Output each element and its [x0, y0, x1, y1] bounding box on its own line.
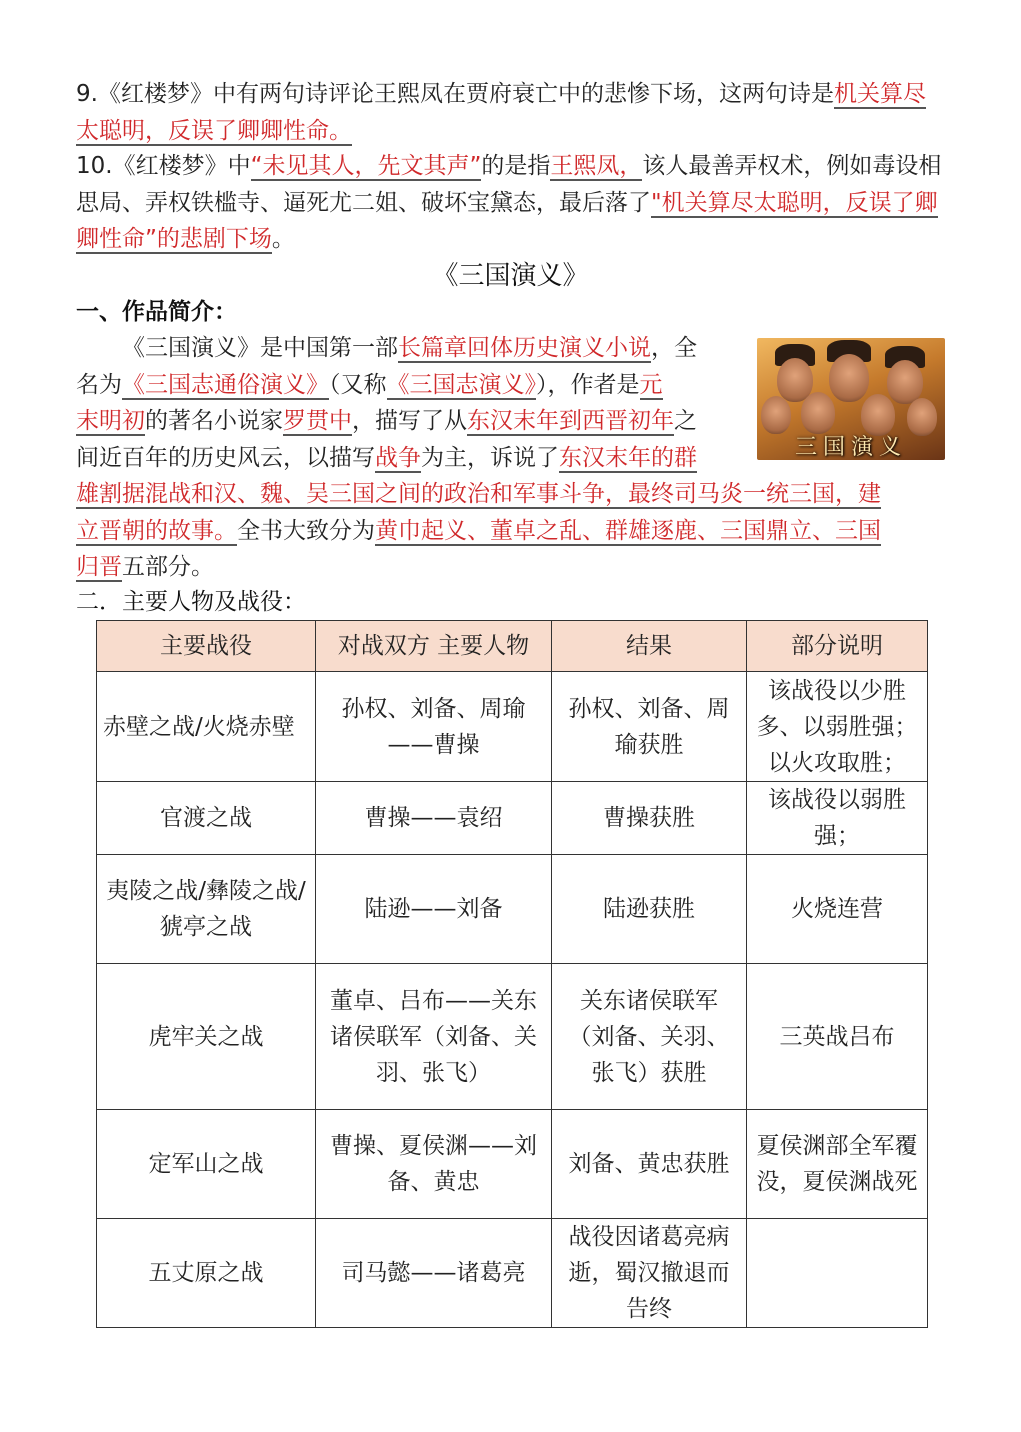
intro-highlight: 末明初 — [76, 408, 145, 434]
intro-text: 名为 — [76, 371, 122, 398]
question-10-answer-1: “未见其人，先文其声” — [250, 153, 482, 179]
table-row — [97, 782, 928, 855]
intro-highlight: 《三国志通俗演义》 — [122, 371, 329, 398]
intro-highlight: 归晋 — [76, 554, 122, 580]
cell-result: 陆逊获胜 — [552, 855, 747, 964]
question-10-text-3: 该人最善弄权术，例如毒设相思局、弄权铁槛寺、逼死尤二姐、破坏宝黛态，最后落了 — [76, 153, 942, 216]
romance-poster-image — [757, 338, 945, 460]
cell-battle: 官渡之战 — [97, 782, 316, 855]
intro-text: ，全 — [651, 335, 697, 361]
header-battle: 主要战役 — [97, 621, 316, 672]
heading-intro: 一、作品简介： — [76, 299, 237, 325]
poster-figure — [829, 354, 869, 402]
table-header-row — [97, 621, 928, 672]
intro-text: 间近百年的历史风云，以描写 — [76, 444, 375, 471]
intro-highlight: 罗贯中 — [283, 408, 352, 434]
cell-sides: 曹操——袁绍 — [316, 782, 552, 855]
header-result: 结果 — [552, 621, 747, 672]
question-10-text-2: 的是指 — [481, 153, 551, 179]
poster-figure — [861, 394, 895, 436]
intro-line-5 — [76, 476, 948, 513]
intro-line-7 — [76, 549, 948, 586]
poster-figure — [761, 396, 791, 434]
intro-text: 五部分。 — [122, 554, 214, 580]
intro-text: 的著名小说家 — [145, 408, 283, 434]
intro-highlight: 东汉末年到西晋初年 — [467, 408, 674, 434]
table-row — [97, 855, 928, 964]
poster-figure — [907, 398, 937, 436]
header-notes: 部分说明 — [747, 621, 928, 672]
intro-highlight: 《三国志演义》 — [386, 371, 536, 398]
intro-highlight: 战争 — [375, 444, 421, 471]
cell-sides: 陆逊——刘备 — [316, 855, 552, 964]
table-row — [97, 1110, 928, 1219]
poster-caption: 三国演义 — [794, 435, 907, 460]
heading-characters-battles: 二．主要人物及战役： — [76, 589, 306, 615]
cell-result: 曹操获胜 — [552, 782, 747, 855]
question-10-answer-3: "机关算尽太聪明，反误了卿卿性命” — [76, 189, 938, 252]
intro-text: 为主，诉说了 — [421, 444, 559, 471]
cell-notes: 三英战吕布 — [747, 964, 928, 1110]
cell-result: 孙权、刘备、周瑜获胜 — [552, 672, 747, 782]
question-9-answer: 机关算尽太聪明，反误了卿卿性命。 — [76, 81, 926, 144]
cell-battle: 虎牢关之战 — [97, 964, 316, 1110]
poster-figure — [887, 360, 923, 404]
question-9 — [76, 76, 948, 149]
intro-text: ，描写了从 — [352, 408, 467, 434]
intro-highlight: 黄巾起义、董卓之乱、群雄逐鹿、三国鼎立、三国 — [375, 517, 881, 544]
question-10-text-5: 。 — [271, 226, 295, 252]
table-row — [97, 964, 928, 1110]
question-9-text: 9.《红楼梦》中有两句诗评论王熙凤在贾府衰亡中的悲惨下场，这两句诗是 — [76, 81, 834, 107]
intro-text: 全书大致分为 — [237, 517, 375, 544]
table-row — [97, 1219, 928, 1328]
cell-battle: 夷陵之战/彝陵之战/猇亭之战 — [97, 855, 316, 964]
intro-highlight: 长篇章回体历史演义小说 — [398, 335, 651, 361]
cell-notes — [747, 1219, 928, 1328]
intro-text: （又称 — [329, 371, 387, 398]
cell-notes: 夏侯渊部全军覆没，夏侯渊战死 — [747, 1110, 928, 1219]
intro-highlight: 东汉末年的群 — [559, 444, 697, 471]
cell-battle: 赤壁之战/火烧赤壁 — [97, 672, 316, 782]
poster-figure — [801, 392, 835, 434]
intro-text: ），作者是 — [536, 371, 640, 398]
question-10-answer-2: 王熙凤， — [550, 153, 643, 179]
cell-battle: 定军山之战 — [97, 1110, 316, 1219]
intro-text: 《三国演义》是中国第一部 — [122, 335, 398, 361]
cell-result: 战役因诸葛亮病逝，蜀汉撤退而告终 — [552, 1219, 747, 1328]
intro-highlight: 雄割据混战和汉、魏、吴三国之间的政治和军事斗争，最终司马炎一统三国，建 — [76, 481, 881, 507]
cell-sides: 孙权、刘备、周瑜——曹操 — [316, 672, 552, 782]
intro-highlight: 立晋朝的故事。 — [76, 517, 237, 544]
question-10 — [76, 148, 948, 258]
intro-line-6 — [76, 513, 948, 550]
cell-notes: 该战役以少胜多、以弱胜强；以火攻取胜； — [747, 672, 928, 782]
section-title: 《三国演义》 — [432, 261, 589, 291]
intro-text: 之 — [674, 408, 697, 434]
intro-highlight: 元 — [639, 371, 663, 398]
cell-result: 刘备、黄忠获胜 — [552, 1110, 747, 1219]
battles-table — [96, 620, 928, 1328]
cell-notes: 该战役以弱胜强； — [747, 782, 928, 855]
cell-sides: 曹操、夏侯渊——刘备、黄忠 — [316, 1110, 552, 1219]
cell-notes: 火烧连营 — [747, 855, 928, 964]
cell-result: 关东诸侯联军（刘备、关羽、张飞）获胜 — [552, 964, 747, 1110]
question-10-text-1: 10.《红楼梦》中 — [76, 153, 251, 179]
cell-sides: 董卓、吕布——关东诸侯联军（刘备、关羽、张飞） — [316, 964, 552, 1110]
question-10-answer-4: 的悲剧下场 — [156, 226, 272, 252]
cell-battle: 五丈原之战 — [97, 1219, 316, 1328]
cell-sides: 司马懿——诸葛亮 — [316, 1219, 552, 1328]
table-row — [97, 672, 928, 782]
header-sides: 对战双方 主要人物 — [316, 621, 552, 672]
